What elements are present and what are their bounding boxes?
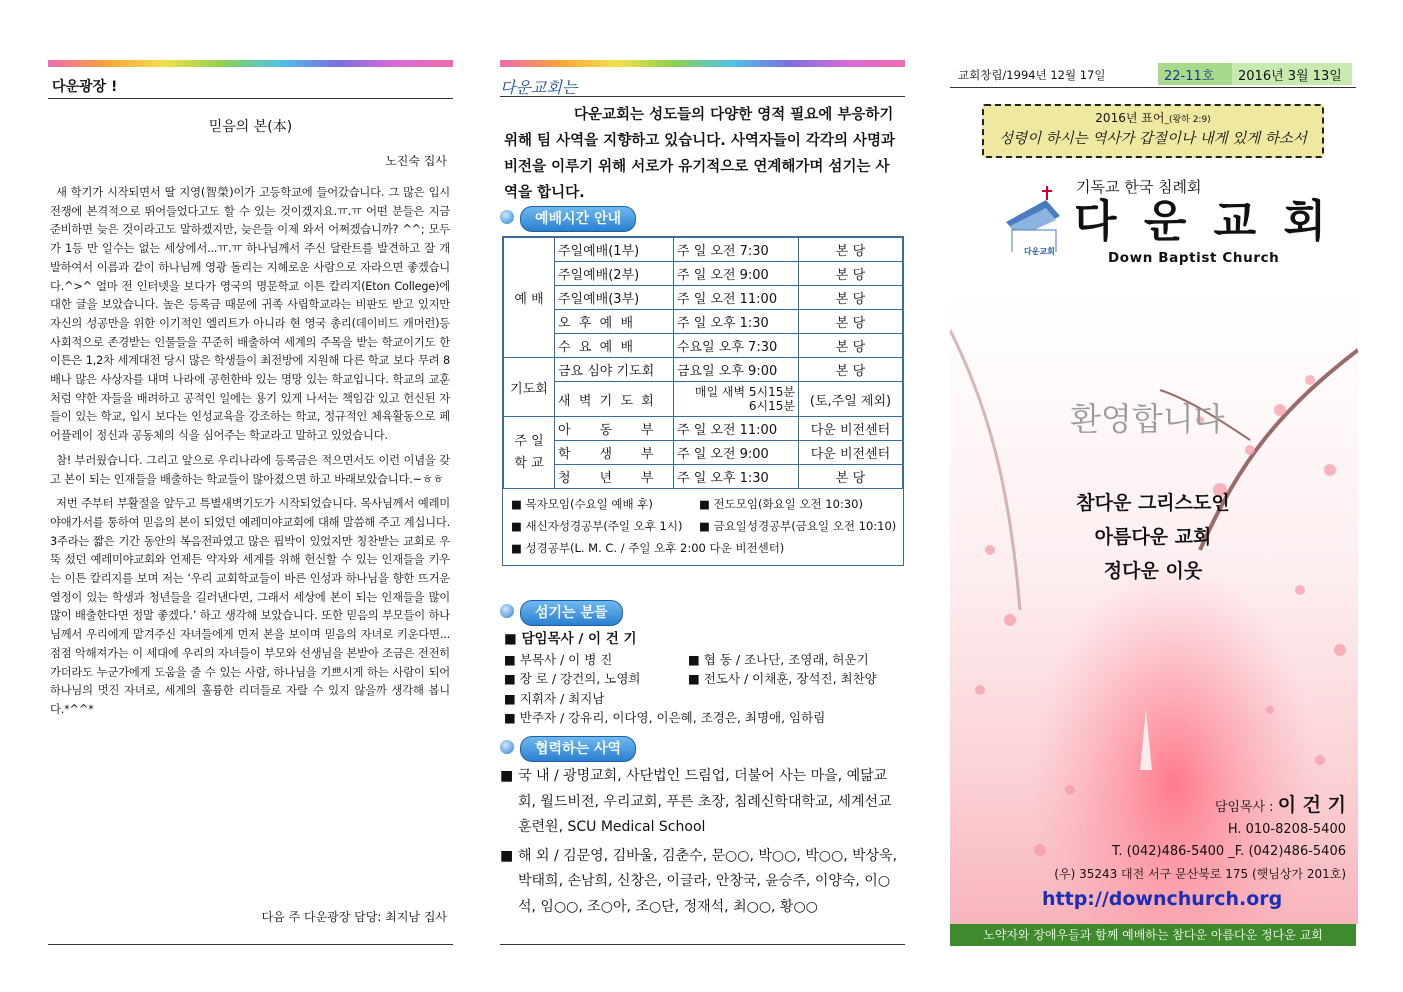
address: (우) 35243 대전 서구 문산북로 175 (햇님상가 201호) bbox=[1054, 867, 1346, 881]
service-name: 아 동 부 bbox=[555, 417, 674, 441]
service-name: 학 생 부 bbox=[555, 441, 674, 465]
service-name: 수 요 예 배 bbox=[555, 334, 674, 358]
list-item: ■ 해 외 / 김문영, 김바울, 김춘수, 문○○, 박○○, 박○○, 박상욱, 박태희, 손남희, 신창은, 이글라, 안창국, 윤승주, 이양숙, 이○석, 임○○, 조○아, 조○단, 정재석, 최○○, 황○○ bbox=[500, 844, 902, 921]
table-row bbox=[504, 262, 903, 286]
rainbow-bar bbox=[48, 60, 453, 67]
motto-box bbox=[982, 104, 1324, 158]
table-row bbox=[504, 441, 903, 465]
list-item: ■ 지휘자 / 최지남 bbox=[504, 690, 605, 706]
issue-date: 2016년 3월 13일 bbox=[1238, 69, 1342, 84]
bullet-dot-icon bbox=[500, 210, 514, 224]
group-worship: 예 배 bbox=[504, 238, 555, 358]
schedule-notes bbox=[503, 489, 903, 565]
cover-footer: 노약자와 장애우들과 함께 예배하는 참다운 아름다운 정다운 교회 bbox=[950, 924, 1356, 946]
table-row bbox=[504, 417, 903, 441]
pastor-label: 담임목사 : bbox=[1214, 800, 1274, 815]
service-place: 본 당 bbox=[799, 465, 903, 489]
essay-author: 노진숙 집사 bbox=[385, 154, 447, 168]
website-link[interactable]: http://downchurch.org bbox=[1042, 888, 1283, 910]
schedule-title: 예배시간 안내 bbox=[520, 206, 636, 232]
issue-box bbox=[1158, 63, 1352, 85]
service-place: 다운 비전센터 bbox=[799, 417, 903, 441]
essay-title: 믿음의 본(本) bbox=[208, 119, 293, 135]
table-row bbox=[504, 238, 903, 262]
table-row bbox=[504, 334, 903, 358]
welcome-text: 환영합니다 bbox=[1070, 400, 1225, 438]
table-row bbox=[504, 465, 903, 489]
divider bbox=[500, 944, 905, 945]
service-place: 본 당 bbox=[799, 334, 903, 358]
service-place: 다운 비전센터 bbox=[799, 441, 903, 465]
motto-title: 2016년 표어 bbox=[1095, 111, 1165, 125]
service-name: 주일예배(1부) bbox=[555, 238, 674, 262]
service-time: 주 일 오전 7:30 bbox=[674, 238, 799, 262]
divider bbox=[48, 98, 453, 99]
group-prayer: 기도회 bbox=[504, 358, 555, 417]
pastor-entry: 담임목사 / 이 건 기 bbox=[521, 631, 637, 647]
slogans bbox=[1060, 486, 1246, 588]
essay-footer: 다음 주 다운광장 담당: 최지남 집사 bbox=[261, 910, 447, 924]
service-time: 금요일 오후 9:00 bbox=[674, 358, 799, 382]
list-item: ■ 담임목사 / 이 건 기 bbox=[504, 631, 637, 647]
column-cover bbox=[950, 60, 1358, 950]
note-text: 새신자성경공부(주일 오후 1시) bbox=[525, 519, 683, 533]
essay-body bbox=[50, 184, 450, 726]
service-name: 청 년 부 bbox=[555, 465, 674, 489]
note-text: 목자모임(수요일 예배 후) bbox=[525, 497, 653, 511]
member-entry: 부목사 / 이 병 진 bbox=[519, 651, 613, 667]
servers-list bbox=[504, 630, 902, 728]
member-entry: 전도사 / 이채훈, 장석진, 최찬양 bbox=[703, 671, 877, 686]
list-item: ■ 국 내 / 광명교회, 사단법인 드림업, 더불어 사는 마을, 예닮교회, 월드비전, 우리교회, 푸른 초장, 침례신학대학교, 세계선교 훈련원, SCU Medical School bbox=[500, 764, 902, 841]
cover-illustration bbox=[950, 290, 1358, 924]
motto-text: 성령이 하시는 역사가 갑절이나 내게 있게 하소서 bbox=[999, 131, 1307, 147]
pastor-name: 이 건 기 bbox=[1277, 794, 1346, 816]
service-time: 주 일 오후 1:30 bbox=[674, 465, 799, 489]
service-time: 주 일 오전 11:00 bbox=[674, 286, 799, 310]
member-entry: 장 로 / 강건의, 노영희 bbox=[519, 671, 641, 686]
service-name: 주일예배(3부) bbox=[555, 286, 674, 310]
service-time: 수요일 오후 7:30 bbox=[674, 334, 799, 358]
service-place: 본 당 bbox=[799, 286, 903, 310]
coop-list bbox=[500, 764, 902, 920]
table-row bbox=[504, 382, 903, 417]
divider bbox=[48, 944, 453, 945]
group-school: 주 일 학 교 bbox=[504, 417, 555, 489]
divider bbox=[500, 96, 905, 97]
ministry-heading: 다운교회는 bbox=[500, 78, 578, 97]
note-text: 전도모임(화요일 오전 10:30) bbox=[713, 497, 863, 511]
contact-info bbox=[1054, 794, 1346, 885]
service-time: 매일 새벽 5시15분 6시15분 bbox=[674, 382, 799, 417]
list-item: ■ 성경공부(L. M. C. / 주일 오후 2:00 다운 비전센터) bbox=[511, 541, 785, 555]
service-name: 오 후 예 배 bbox=[555, 310, 674, 334]
note-text: 성경공부(L. M. C. / 주일 오후 2:00 다운 비전센터) bbox=[525, 541, 785, 555]
table-row bbox=[504, 286, 903, 310]
issue-number: 22-11호 bbox=[1164, 69, 1215, 84]
list-item: ■ 반주자 / 강유리, 이다영, 이은혜, 조경은, 최명애, 임하림 bbox=[504, 710, 826, 725]
service-place: (토,주일 제외) bbox=[799, 382, 903, 417]
slogan-line: 아름다운 교회 bbox=[1094, 526, 1212, 548]
table-row bbox=[504, 310, 903, 334]
note-text: 금요일성경공부(금요일 오전 10:10) bbox=[713, 519, 897, 533]
service-time: 주 일 오후 1:30 bbox=[674, 310, 799, 334]
service-name: 금요 심야 기도회 bbox=[555, 358, 674, 382]
schedule-table bbox=[503, 237, 903, 489]
slogan-line: 정다운 이웃 bbox=[1103, 560, 1203, 582]
schedule-box bbox=[502, 236, 904, 566]
service-place: 본 당 bbox=[799, 238, 903, 262]
service-time: 주 일 오전 11:00 bbox=[674, 417, 799, 441]
slogan-line: 참다운 그리스도인 bbox=[1076, 492, 1230, 514]
service-name: 새 벽 기 도 회 bbox=[555, 382, 674, 417]
bullet-dot-icon bbox=[500, 740, 514, 754]
list-item: ■ 목자모임(수요일 예배 후) ■ 전도모임(화요일 오전 10:30) bbox=[511, 497, 863, 511]
tel-fax: T. (042)486-5400 _F. (042)486-5406 bbox=[1111, 844, 1346, 859]
column-essay bbox=[48, 60, 453, 950]
table-row bbox=[504, 358, 903, 382]
member-entry: 지휘자 / 최지남 bbox=[519, 690, 605, 706]
service-time: 주 일 오전 9:00 bbox=[674, 262, 799, 286]
essay-section-heading: 다운광장 ! bbox=[52, 79, 118, 95]
column-ministry bbox=[500, 60, 905, 950]
denomination: 기독교 한국 침례회 bbox=[1076, 178, 1202, 196]
coop-title: 협력하는 사역 bbox=[520, 736, 636, 762]
service-place: 본 당 bbox=[799, 358, 903, 382]
bullet-dot-icon bbox=[500, 604, 514, 618]
coop-domestic: 국 내 / 광명교회, 사단법인 드림업, 더불어 사는 마을, 예닮교회, 월드비전, 우리교회, 푸른 초장, 침례신학대학교, 세계선교 훈련원, SCU Medical School bbox=[518, 768, 892, 835]
divider bbox=[950, 87, 1356, 88]
list-item: ■ 장 로 / 강건의, 노영희 ■ 전도사 / 이채훈, 장석진, 최찬양 bbox=[504, 671, 877, 686]
member-entry: 협 동 / 조나단, 조영래, 허운기 bbox=[703, 651, 869, 667]
essay-paragraph: 참! 부러웠습니다. 그리고 앞으로 우리나라에 등록금은 적으면서도 이런 이념을 갖고 본이 되는 인재들을 배출하는 학교들이 많아졌으면 하고 바래보았습니다.~ㅎㅎ bbox=[50, 453, 450, 486]
motto-ref: _(왕하 2:9) bbox=[1164, 115, 1211, 125]
service-name: 주일예배(2부) bbox=[555, 262, 674, 286]
founded-date: 교회창립/1994년 12월 17일 bbox=[958, 68, 1106, 82]
list-item: ■ 새신자성경공부(주일 오후 1시) ■ 금요일성경공부(금요일 오전 10:10) bbox=[511, 519, 897, 533]
service-time: 주 일 오전 9:00 bbox=[674, 441, 799, 465]
service-place: 본 당 bbox=[799, 310, 903, 334]
coop-overseas: 해 외 / 김문영, 김바울, 김춘수, 문○○, 박○○, 박○○, 박상욱, 박태희, 손남희, 신창은, 이글라, 안창국, 윤승주, 이양숙, 이○석, 임○○, 조○아, 조○단, 정재석, 최○○, 황○○ bbox=[518, 847, 898, 915]
church-name-en: Down Baptist Church bbox=[1108, 250, 1280, 266]
servers-title: 섬기는 분들 bbox=[520, 600, 623, 626]
ministry-intro: 다운교회는 성도들의 다양한 영적 필요에 부응하기 위해 팀 사역을 지향하고 있습니다. 사역자들이 각각의 사명과 비전을 이루기 위해 서로가 유기적으로 연계해가며 섬기는 사역을 합니다. bbox=[504, 107, 896, 201]
rainbow-bar bbox=[500, 60, 905, 67]
service-place: 본 당 bbox=[799, 262, 903, 286]
essay-paragraph: 새 학기가 시작되면서 딸 지영(智榮)이가 고등학교에 들어갔습니다. 그 많은 입시 전쟁에 본격적으로 뛰어들었다고도 할 수 있는 것이겠지요.ㅠ.ㅠ 어떤 분들은 지금 준비하면 늦은 것이라고도 말하겠지만, 늦은들 이제 와서 어쩌겠습니까? ^^; 모두가 1등 만 일수는 없는 세상에서...ㅠ.ㅠ 하나님께서 주신 달란트를 발견하고 잘 개발하여서 이름과 같이 하나님께 영광 돌리는 지혜로운 사람으로 자라으면 좋겠습니다.^>^ 얼마 전 인터넷을 보다가 영국의 명문학교 이튼 칼리지(Eton College)에 대한 글을 보았습니다. 높은 등록금 때문에 귀족 사립학교라는 비판도 받고 있지만 자신의 성공만을 위한 이기적인 엘리트가 아니라 현 영국 총리(데이비드 캐머런)등 사회적으로 존경받는 인물들을 꾸준히 배출하여 세계의 주목을 받는 학교이기도 한 이튼은 1,2차 세계대전 당시 많은 학생들이 최전방에 지원해 다른 학교 보다 무려 8배나 많은 사상자를 내며 나라에 공헌한바 있는 명망 있는 학교입니다. 학교의 교훈처럼 약한 자들을 배려하고 공적인 일에는 용기 있게 나서는 책임감 있고 헌신된 자들이 있는 학교, 입시 보다는 인성교육을 강조하는 학교, 정규적인 체육활동으로 페어플레이 정신과 공동체의 식을 심어주는 학교라고 말하고 있었습니다. bbox=[50, 186, 450, 443]
essay-paragraph: 저번 주부터 부활절을 앞두고 특별새벽기도가 시작되었습니다. 목사님께서 예레미야애가서를 통하여 믿음의 본이 되었던 예레미야교회에 대해 말씀해 주고 계십니다. 3주라는 짧은 기간 동안의 복음전파였고 많은 핍박이 있었지만 칭찬받는 교회로 우뚝 섰던 예레미야교회와 언제든 약자와 세계를 위해 헌신할 수 있는 인재들을 키우는 이튼 칼리지를 보며 저는 ‘우리 교회학교들이 바른 인성과 하나님을 향한 뜨거운 열정이 있는 학생과 청년들을 길러낸다면, 그래서 세상에 본이 되는 인재들을 많이많이 배출한다면 정말 좋겠다.’ 하고 생각해 보았습니다. 또한 믿음의 부모들이 하나님께서 우리에게 맡겨주신 자녀들에게 먼저 본을 보이며 믿음의 자녀로 키운다면... 점점 악해져가는 이 세대에 우리의 자녀들이 부모와 선생님을 본받아 조금은 전전히 가더라도 누군가에게 도움을 줄 수 있는 사람, 하나님을 기쁘시게 하는 사람이 되어 하나님의 멋진 자녀로, 세계의 훌륭한 리더들로 자랄 수 있지 않을까 생각해 봅니다.*^^* bbox=[50, 497, 450, 716]
member-entry: 반주자 / 강유리, 이다영, 이은혜, 조경은, 최명애, 임하림 bbox=[519, 710, 826, 725]
phone-number: H. 010-8208-5400 bbox=[1227, 822, 1346, 837]
church-name: 다 운 교 회 bbox=[1074, 196, 1332, 247]
list-item: ■ 부목사 / 이 병 진 ■ 협 동 / 조나단, 조영래, 허운기 bbox=[504, 651, 869, 667]
logo-text: 다운교회 bbox=[1024, 247, 1055, 256]
church-logo bbox=[1002, 186, 1064, 262]
